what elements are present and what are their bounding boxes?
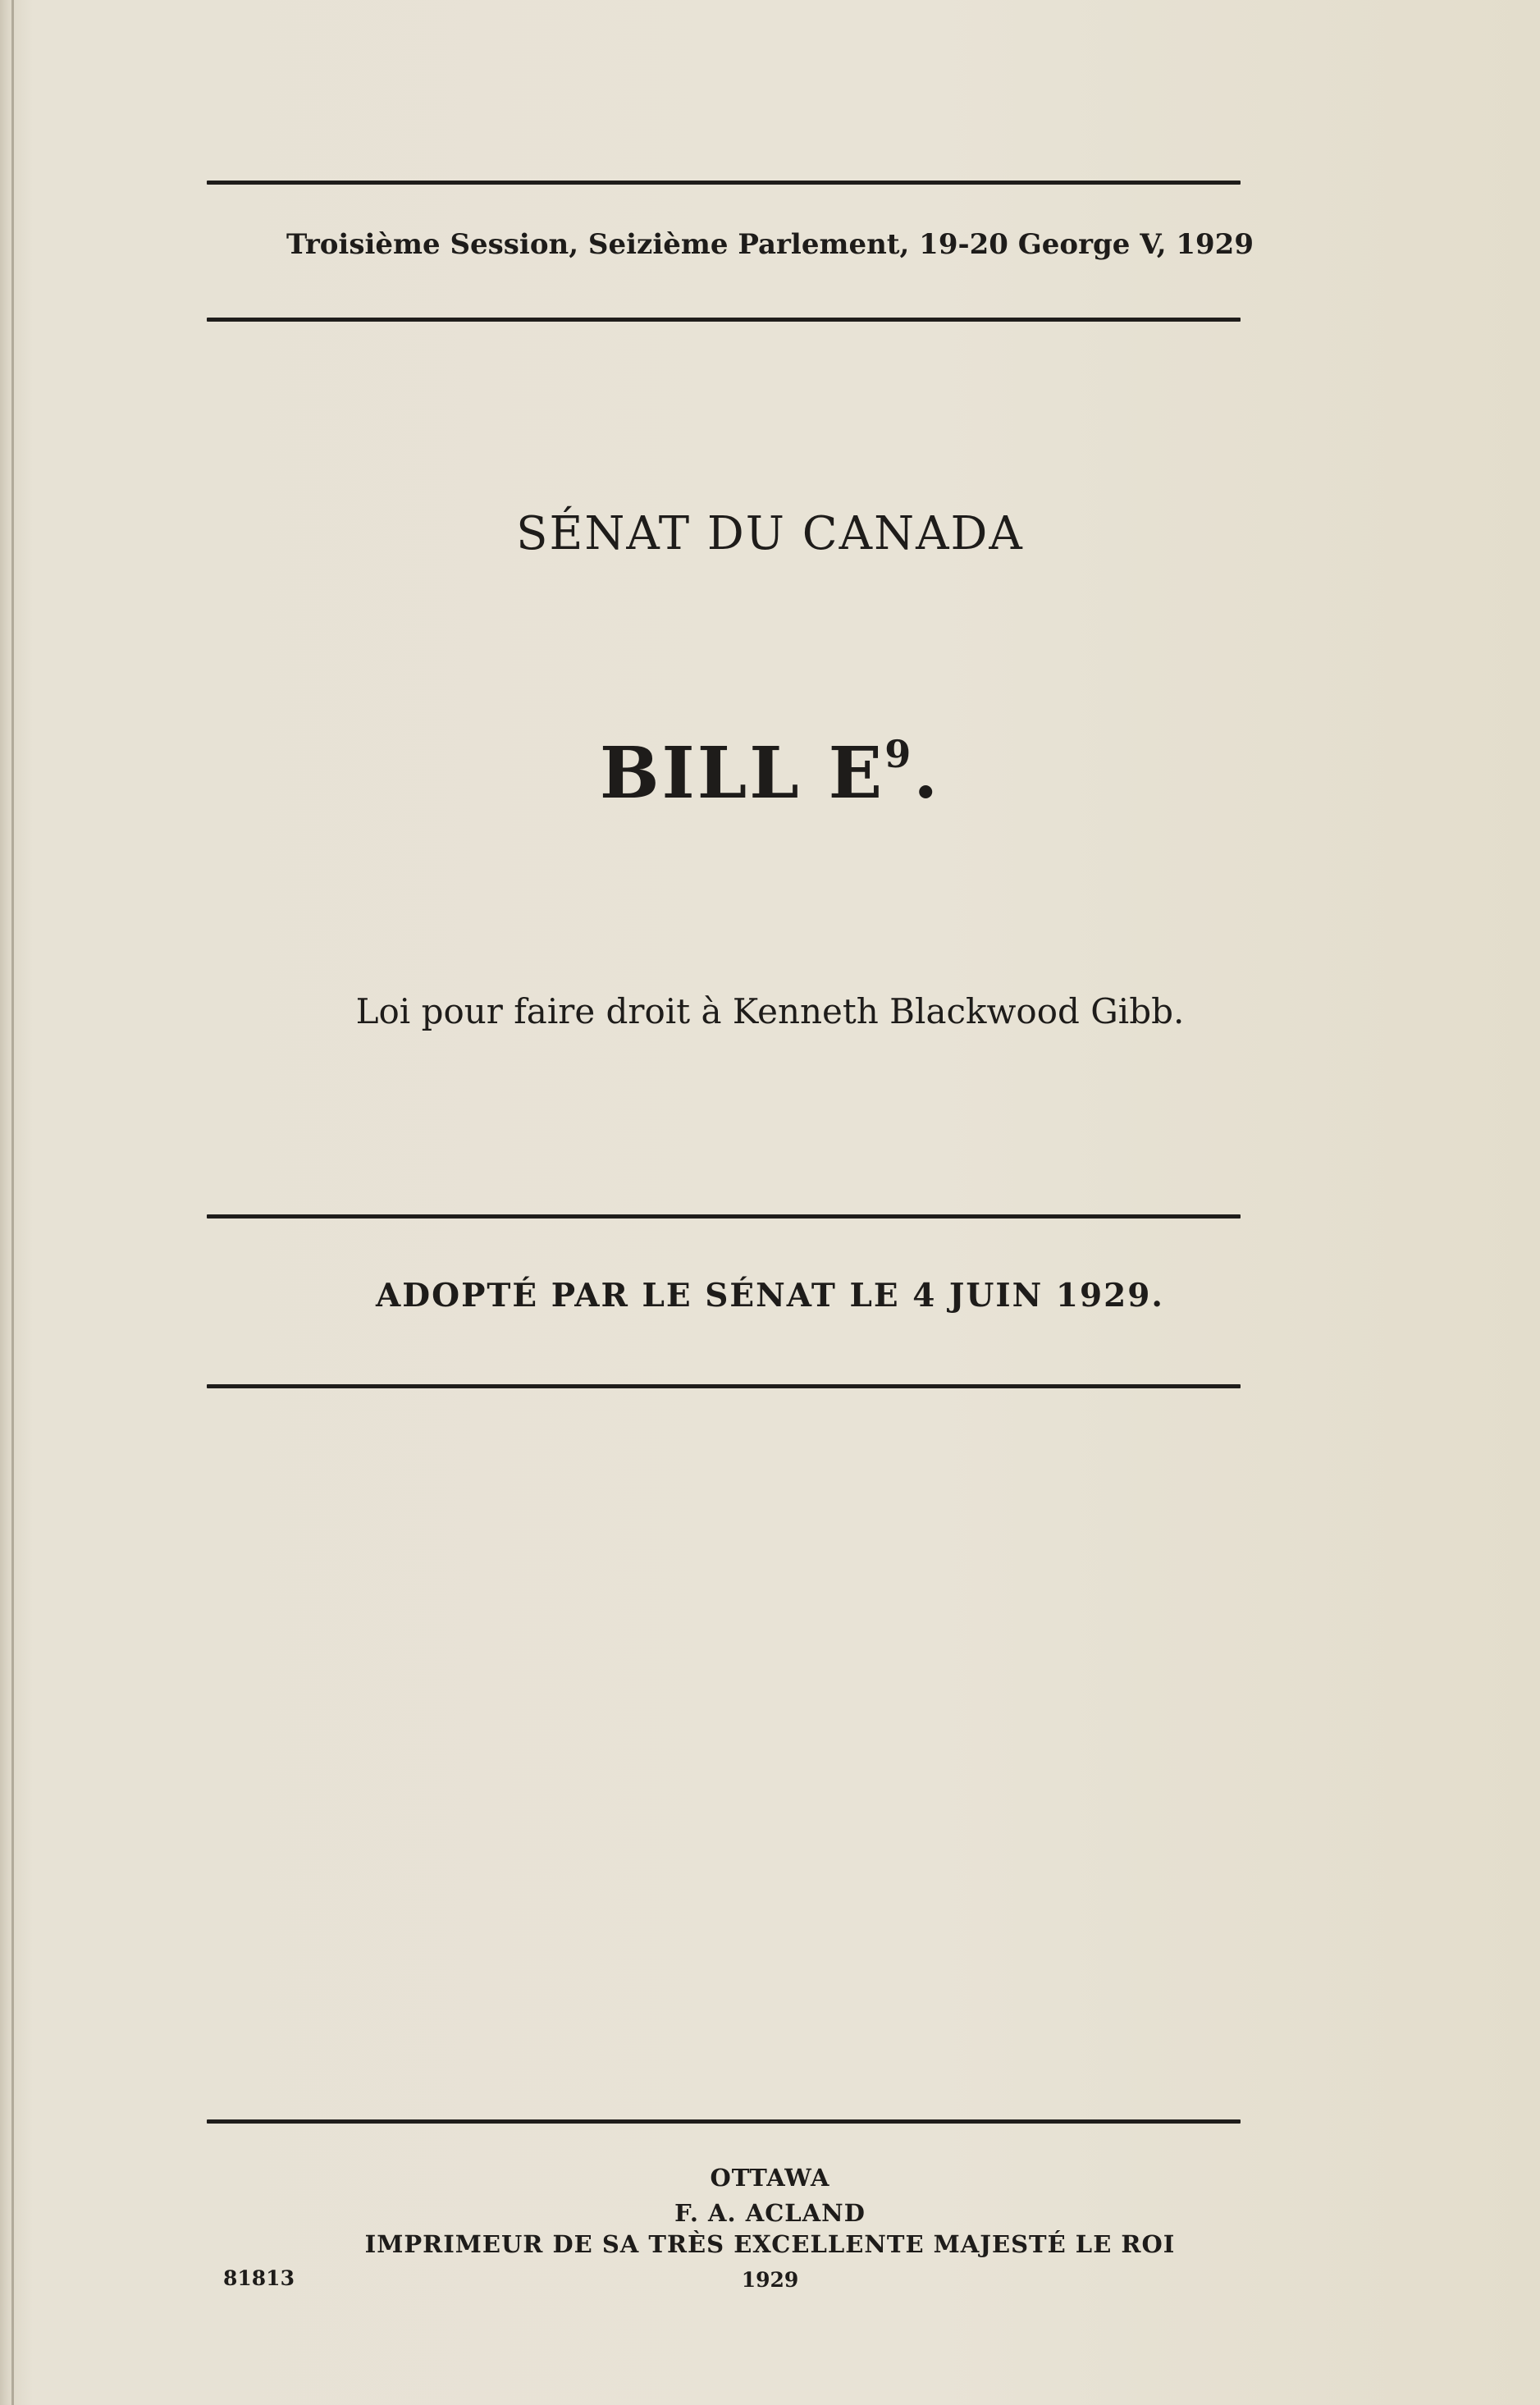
imprint-printer-title: IMPRIMEUR DE SA TRÈS EXCELLENTE MAJESTÉ LE ROI — [364, 2230, 1176, 2258]
imprint-year: 1929 — [741, 2268, 799, 2292]
imprint-printer: F. A. ACLAND — [674, 2199, 866, 2227]
passage-bottom-rule — [207, 1384, 1241, 1388]
print-code: 81813 — [223, 2266, 295, 2290]
imprint-rule — [207, 2119, 1241, 2124]
imprint-city: OTTAWA — [710, 2164, 830, 2192]
bill-period: . — [913, 732, 941, 815]
bill-superscript: 9 — [884, 732, 914, 776]
adopted-line: ADOPTÉ PAR LE SÉNAT LE 4 JUIN 1929. — [376, 1277, 1164, 1315]
top-rule — [207, 181, 1241, 185]
header-bottom-rule — [207, 318, 1241, 322]
bill-number — [0, 732, 1540, 815]
session-line: Troisième Session, Seizième Parlement, 19-20 George V, 1929 — [286, 228, 1254, 261]
bill-label: BILL E — [599, 732, 885, 815]
page-edge — [11, 0, 14, 2405]
passage-top-rule — [207, 1214, 1241, 1219]
act-title: Loi pour faire droit à Kenneth Blackwood Gibb. — [355, 991, 1185, 1031]
senate-title: SÉNAT DU CANADA — [516, 507, 1024, 560]
